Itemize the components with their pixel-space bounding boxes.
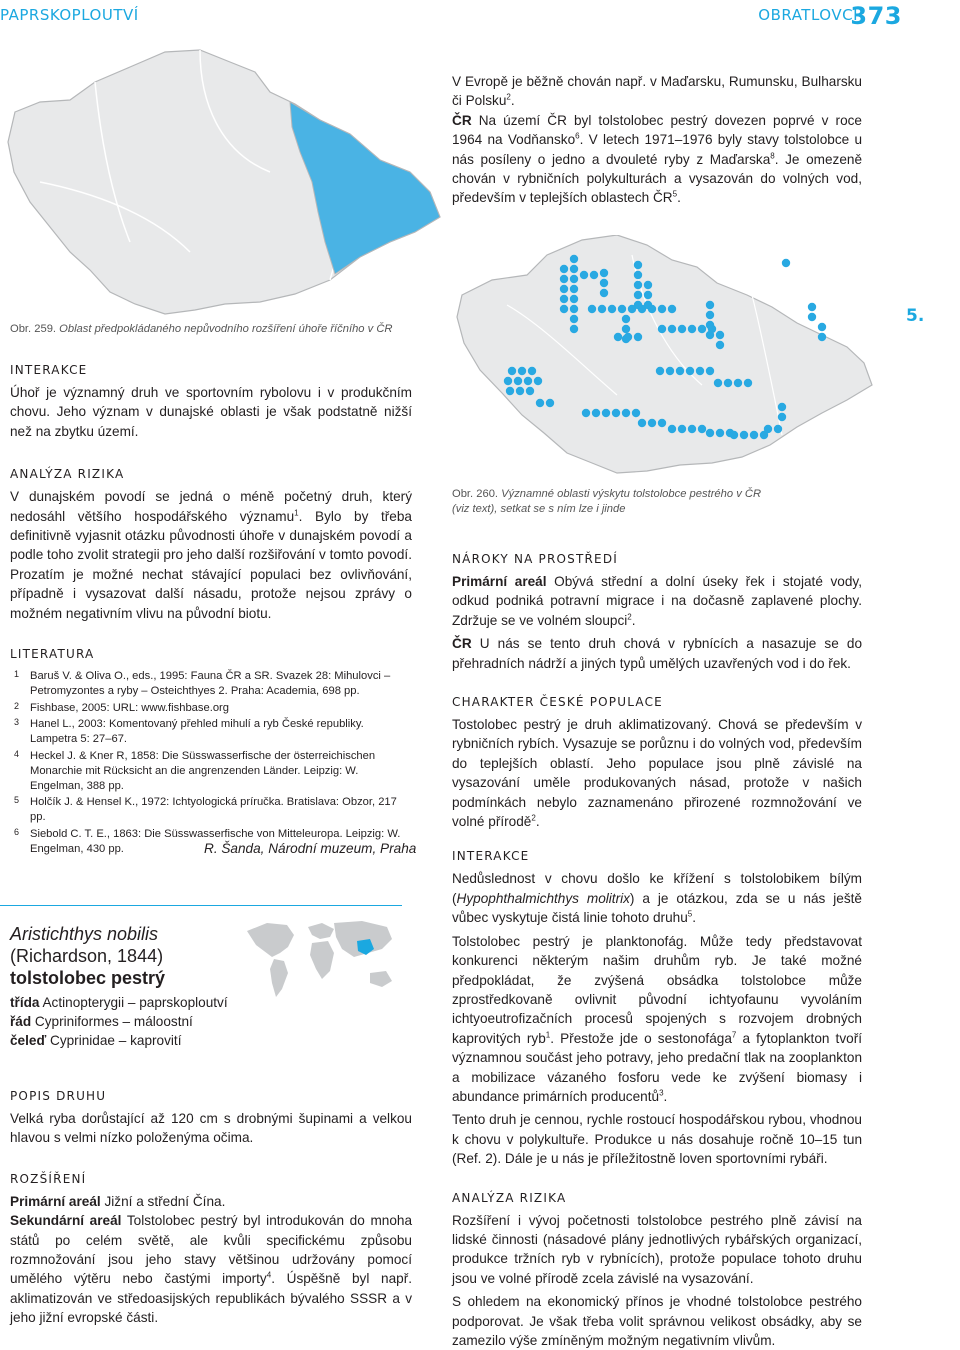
occurrence-dot (730, 431, 738, 439)
heading-naroky: NÁROKY NA PROSTŘEDÍ (452, 552, 619, 566)
reference-text: Holčík J. & Hensel K., 1972: Ichtyologická príručka. Bratislava: Obzor, 217 pp. (30, 796, 397, 824)
occurrence-dot (818, 323, 826, 331)
section-header-left: PAPRSKOPLOUTVÍ (0, 6, 139, 24)
occurrence-dot (602, 409, 610, 417)
interakce-right-p3: Tento druh je cennou, rychle rostoucí hospodářskou rybou, vhodnou k chovu v polykultuře. Produkce u nás dosahuje ročně 10–15 tun (Ref. 2). Dále je u nás je příležitostně loven sportovními rybáři. (452, 1112, 862, 1167)
occurrence-dot (560, 265, 568, 273)
reference-item (10, 717, 412, 747)
occurrence-dot (644, 281, 652, 289)
interakce-right-p1: Nedůslednost v chovu došlo ke křížení s tolstolobikem bílým (Hypophthalmichthys molitrix) a je otázkou, zda se u nás ještě vůbec vyskytuje čistá linie tohoto druhu$^5$. (452, 871, 862, 926)
reference-item (10, 669, 412, 699)
occurrence-dot (724, 379, 732, 387)
occurrence-dot (612, 409, 620, 417)
reference-number: 5 (14, 795, 20, 806)
occurrence-dot (716, 331, 724, 339)
occurrence-dot (658, 305, 666, 313)
occurrence-dot (678, 325, 686, 333)
map-eel-distribution (0, 42, 445, 317)
reference-number: 6 (14, 827, 20, 838)
intro-text: V Evropě je běžně chován např. v Maďarsku, Rumunsku, Bulharsku či Polsku$^2$. ČR Na území ČR byl tolstolobec pestrý dovezen poprvé v roce 1964 na Vodňansko$^6$. V letech 1971–1976 byly stavy tolstolobce u nás posíleny o jedno a dvouleté ryby z Maďarska$^8$. Je omezeně chován v rybničních polykulturách a vysazován do volných vod, především v teplejších oblastech $ČR^5$. (452, 74, 862, 206)
occurrence-dot (668, 425, 676, 433)
occurrence-dot (570, 265, 578, 273)
species-czech-name: tolstolobec pestrý (10, 968, 166, 988)
occurrence-dot (590, 271, 598, 279)
reference-number: 3 (14, 717, 20, 728)
occurrence-dot (808, 303, 816, 311)
occurrence-dot (706, 321, 714, 329)
heading-interakce-right: INTERAKCE (452, 849, 530, 864)
occurrence-dot (668, 305, 676, 313)
occurrence-dot (634, 291, 642, 299)
occurrence-dot (506, 387, 514, 395)
occurrence-dot (734, 379, 742, 387)
heading-charakter: CHARAKTER ČESKÉ POPULACE (452, 695, 663, 710)
heading-rozsireni: ROZŠÍŘENÍ (10, 1171, 87, 1186)
occurrence-dot (634, 301, 642, 309)
reference-text: Hanel L., 2003: Komentovaný přehled mihulí a ryb České republiky. Lampetra 5: 27–67. (30, 718, 364, 746)
occurrence-dot (622, 315, 630, 323)
naroky-primary: Primární areál Obývá střední a dolní úseky řek i stojaté vody, odkud podniká potravní migrace i na dočasně zaplavené plochy. Zdržuje se ve volném sloupci$^2$. (452, 574, 862, 628)
occurrence-dot (696, 367, 704, 375)
occurrence-dot (546, 399, 554, 407)
analyza-right-p2: S ohledem na ekonomický přínos je vhodné tolstolobce pestrého podporovat. Je však třeba volit správnou velikost obsádky, aby se zamezilo výše zmíněným možným negativním vlivům. (452, 1294, 862, 1348)
occurrence-dot (716, 429, 724, 437)
reference-number: 4 (14, 749, 20, 760)
interakce-right-p2: Tolstolobec pestrý je planktonofág. Může tedy představovat konkurenci některým našim druhům ryb. Je také možné předpokládat, že zvýšená obsádka tolstolobce může zprostředkovaně ovlivnit původní ichtyofaunu vyvoláním ichtyoeutrofizačních procesů spojených s rozvojem drobných kaprovitých ryb$^1$. Přestože jde o sestonofága$^7$ a fytoplankton tvoří významnou součást jeho potravy, jeho predační tlak na zooplankton a mobilizace vázaného fosforu vede ke zvýšení biomasy i abundance primárních producentů$^3$. (452, 933, 862, 1104)
occurrence-dot (676, 367, 684, 375)
reference-text: Heckel J. & Kner R, 1858: Die Süsswasserfische der österreichischen Monarchie mit Rücksicht an die angrenzenden Länder. Leipzig: W. Engelman, 388 pp. (30, 750, 376, 792)
page-number: 373 (850, 2, 902, 30)
occurrence-dot (518, 367, 526, 375)
occurrence-dot (600, 269, 608, 277)
occurrence-dot (528, 367, 536, 375)
occurrence-dot (808, 313, 816, 321)
reference-text: Siebold C. T. E., 1863: Die Süsswasserfische von Mitteleuropa. Leipzig: W. Engelman, 430 pp. (30, 828, 401, 855)
heading-interakce-left: INTERAKCE (10, 363, 88, 377)
reference-text: Baruš V. & Oliva O., eds., 1995: Fauna ČR a SR. Svazek 28: Mihulovci – Petromyzontes a ryby – Osteichthyes 2. Praha: Academia, 698 pp. (30, 670, 391, 697)
occurrence-dot (706, 429, 714, 437)
occurrence-dot (688, 425, 696, 433)
occurrence-dot (686, 367, 694, 375)
world-map-icon (242, 913, 402, 1003)
occurrence-dot (614, 333, 622, 341)
occurrence-dot (706, 367, 714, 375)
occurrence-dot (534, 377, 542, 385)
occurrence-dot (778, 403, 786, 411)
occurrence-dot (570, 275, 578, 283)
occurrence-dot (706, 311, 714, 319)
occurrence-dot (632, 409, 640, 417)
occurrence-dot (668, 325, 676, 333)
figure-badge: 5. (906, 306, 925, 326)
occurrence-dot (622, 325, 630, 333)
occurrence-dot (588, 305, 596, 313)
rozsireni-primary: Primární areál Jižní a střední Čína. (10, 1193, 226, 1209)
reference-number: 2 (14, 700, 20, 711)
occurrence-dot (600, 289, 608, 297)
species-latin-name: Aristichthys nobilis (10, 924, 159, 944)
occurrence-dot (570, 325, 578, 333)
analyza-right-p1: Rozšíření i vývoj početnosti tolstolobce pestrého plně závisí na lidské činnosti (násadové plány jednotlivých rybářských organizací, produkce tržních ryb v rybnících), protože populace tohoto druhu jsou ve volné přírodě zcela závislé na vysazování. (452, 1212, 862, 1286)
occurrence-dot (560, 285, 568, 293)
occurrence-dot (516, 387, 524, 395)
heading-analyza-left: ANALÝZA RIZIKA (10, 467, 125, 482)
occurrence-dot (714, 379, 722, 387)
species-box (0, 905, 402, 1048)
occurrence-dot (648, 419, 656, 427)
occurrence-dot (570, 285, 578, 293)
occurrence-dot (560, 295, 568, 303)
occurrence-dot (644, 301, 652, 309)
occurrence-dot (524, 377, 532, 385)
heading-analyza-right: ANALÝZA RIZIKA (452, 1190, 567, 1205)
occurrence-dot (658, 419, 666, 427)
figure-260-caption: Obr. 260. Významné oblasti výskytu tolstolobce pestrého v ČR (viz text), setkat se s ním lze i jinde (452, 488, 762, 515)
occurrence-dot (774, 425, 782, 433)
occurrence-dot (634, 271, 642, 279)
author-credit: R. Šanda, Národní muzeum, Praha (204, 841, 417, 856)
map-bighead-carp-distribution (452, 235, 892, 475)
occurrence-dot (600, 279, 608, 287)
occurrence-dot (592, 409, 600, 417)
occurrence-dot (658, 325, 666, 333)
occurrence-dot (582, 409, 590, 417)
rozsireni-secondary: Sekundární areál Tolstolobec pestrý byl introdukován do mnoha států po celém světě, ale kvůli specifickému způsobu rozmnožování jsou jeho stavy většinou udržovány pomocí umělého výtěru nebo častými importy$^4$. Úspěšně byl např. aklimatizován ve středoasijských republikách bývalého SSSR a v jeho jižní evropské části. (10, 1213, 413, 1326)
occurrence-dot (608, 305, 616, 313)
occurrence-dot (656, 367, 664, 375)
occurrence-dot (782, 259, 790, 267)
occurrence-dot (508, 367, 516, 375)
reference-item (10, 749, 412, 793)
occurrence-dot (706, 331, 714, 339)
occurrence-dot (638, 419, 646, 427)
map-cr-outline-2 (457, 235, 872, 473)
occurrence-dot (666, 367, 674, 375)
heading-literatura: LITERATURA (10, 647, 95, 662)
occurrence-dot (598, 305, 606, 313)
occurrence-dot (750, 431, 758, 439)
interakce-left-text: Úhoř je významný druh ve sportovním rybolovu i v produkčním chovu. Jeho význam v dunajské oblasti je však podstatně nižší než na zbytku území. (10, 385, 412, 439)
occurrence-dot (634, 333, 642, 341)
charakter-text: Tostolobec pestrý je druh aklimatizovaný. Chová se především v rybničních rybích. Vysazuje se porůznu i do volných vod, především do teplejších oblastí. Jeho populace jsou plně závislé na vysazování uměle produkovaných násad, protože v našich podmínkách nebylo zaznamenáno přirozené rozmnožování ve volné přírodě$^2$. (452, 717, 862, 830)
occurrence-dot (688, 325, 696, 333)
occurrence-dot (818, 333, 826, 341)
heading-popis: POPIS DRUHU (10, 1089, 107, 1103)
occurrence-dot (526, 387, 534, 395)
occurrence-dot (622, 409, 630, 417)
occurrence-dot (504, 377, 512, 385)
analyza-left-text: V dunajském povodí se jedná o méně početný druh, který nedosáhl většího hospodářského významu$^1$. Bylo by třeba definitivně vyjasnit otázku původnosti úhoře v dunajském povodí a podle toho zvolit strategii pro jeho další rozšiřování v tomto povodí. Prozatím je možné nechat stávající populaci bez ovlivňování, případně i vysazovat další násadu, protože nejsou zprávy o možném negativním vlivu na původní biotu. (10, 489, 412, 621)
occurrence-dot (560, 305, 568, 313)
occurrence-dot (698, 425, 706, 433)
occurrence-dot (570, 255, 578, 263)
occurrence-dot (740, 431, 748, 439)
occurrence-dot (764, 425, 772, 433)
reference-list (10, 669, 412, 857)
taxonomy: třída Actinopterygii – paprskoploutví řád Cypriniformes – máloostní čeleď Cyprinidae – kaprovití (10, 995, 228, 1048)
species-author: (Richardson, 1844) (10, 946, 164, 966)
occurrence-dot (514, 377, 522, 385)
occurrence-dot (618, 305, 626, 313)
popis-text: Velká ryba dorůstající až 120 cm s drobnými šupinami a velkou hlavou s velmi nízko položenýma očima. (10, 1111, 412, 1146)
figure-259-caption: Obr. 259. Oblast předpokládaného nepůvodního rozšíření úhoře říčního v ČR (10, 323, 393, 335)
occurrence-dot (634, 281, 642, 289)
occurrence-dot (570, 315, 578, 323)
occurrence-dot (706, 301, 714, 309)
occurrence-dot (580, 271, 588, 279)
occurrence-dot (570, 305, 578, 313)
occurrence-dot (744, 379, 752, 387)
occurrence-dot (634, 261, 642, 269)
occurrence-dot (778, 413, 786, 421)
occurrence-dot (644, 291, 652, 299)
reference-item (10, 795, 412, 825)
section-header-right: OBRATLOVCI (758, 6, 858, 24)
occurrence-dot (698, 325, 706, 333)
occurrence-dot (536, 399, 544, 407)
reference-text: Fishbase, 2005: URL: www.fishbase.org (30, 701, 229, 714)
occurrence-dot (716, 341, 724, 349)
occurrence-dot (570, 295, 578, 303)
occurrence-dot (560, 275, 568, 283)
naroky-cr: ČR U nás se tento druh chová v rybnících a nasazuje se do přehradních nádrží a jiných typů umělých uzavřených vod i do řek. (452, 636, 862, 671)
occurrence-dot (678, 425, 686, 433)
occurrence-dot (624, 333, 632, 341)
reference-item (10, 701, 412, 716)
reference-number: 1 (14, 669, 20, 680)
